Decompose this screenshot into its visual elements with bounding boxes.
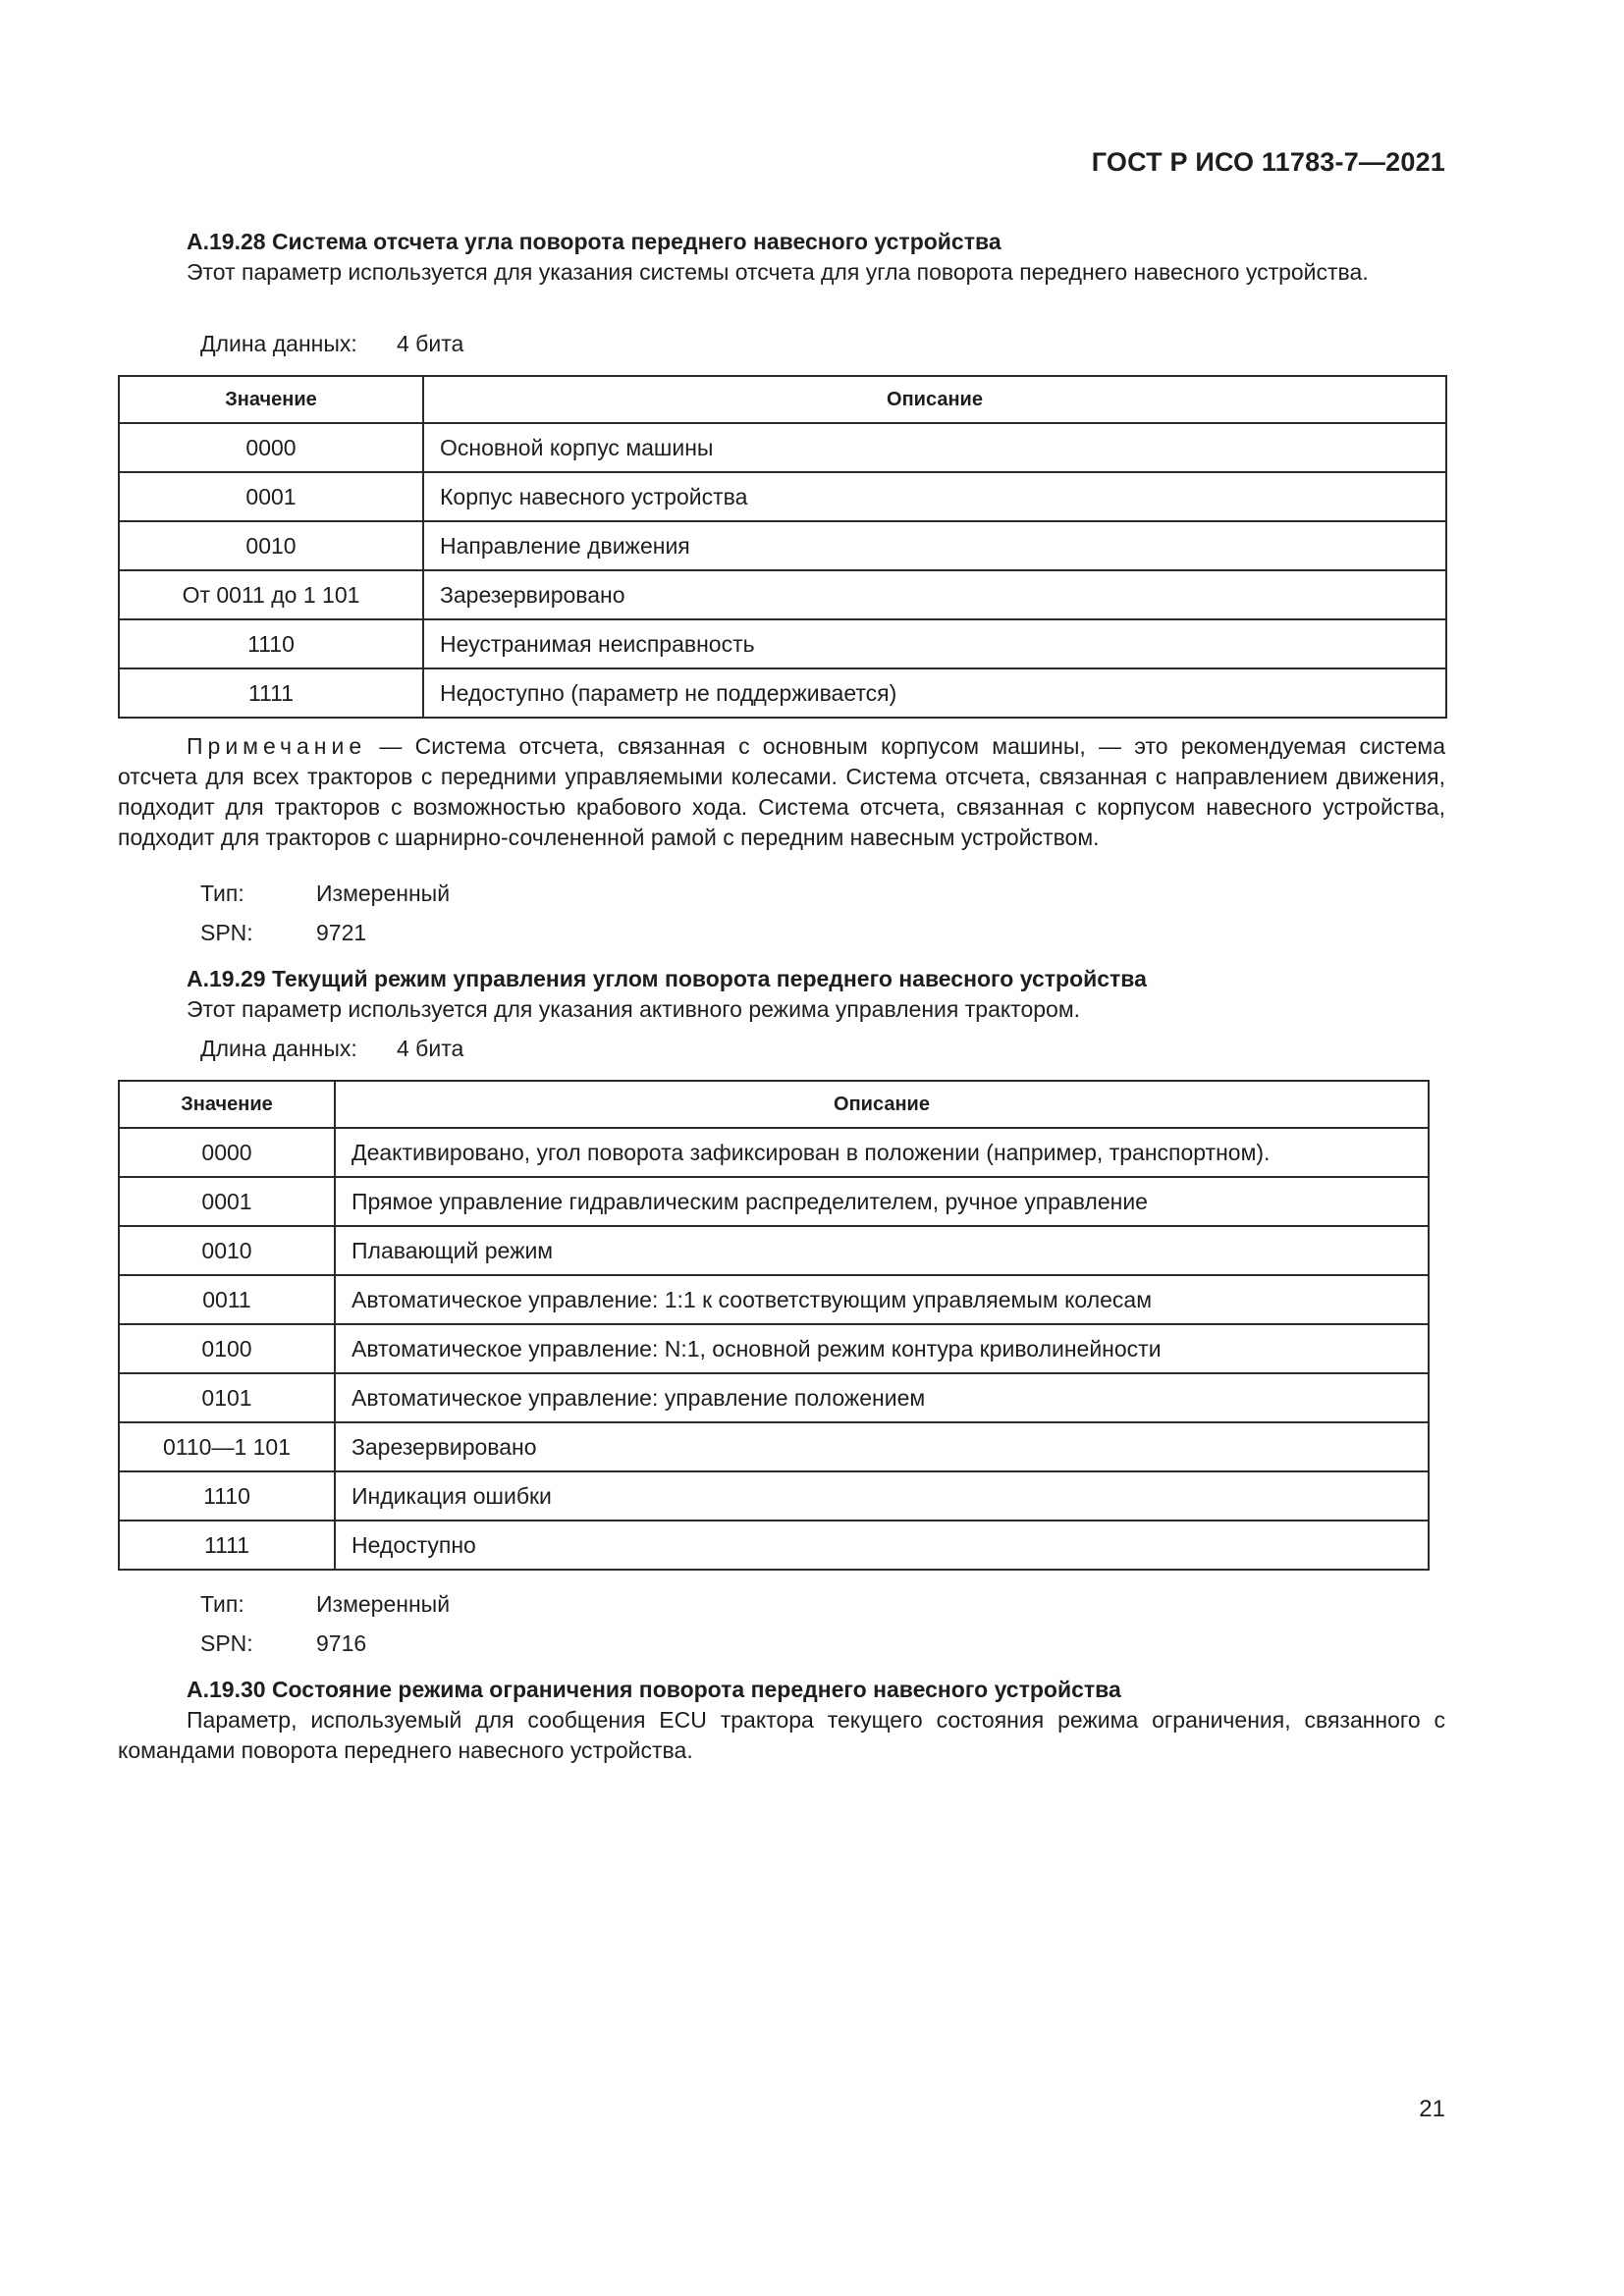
cell-description: Недоступно (параметр не поддерживается) <box>423 668 1446 718</box>
cell-value: 0010 <box>119 521 423 570</box>
table-row <box>119 1177 1429 1226</box>
table-row <box>119 1521 1429 1570</box>
cell-description: Неустранимая неисправность <box>423 619 1446 668</box>
type-value: Измеренный <box>316 881 451 906</box>
type-label: Тип: <box>200 1591 244 1617</box>
note-label: Примечание <box>187 733 367 759</box>
spn-label: SPN: <box>200 1630 253 1656</box>
section-description-a19-28 <box>118 257 1445 288</box>
section-title-a19-30: А.19.30 Состояние режима ограничения поворота переднего навесного устройства <box>187 1677 1121 1702</box>
column-header-value: Значение <box>119 1081 335 1128</box>
cell-description: Прямое управление гидравлическим распределителем, ручное управление <box>335 1177 1429 1226</box>
cell-description: Зарезервировано <box>423 570 1446 619</box>
table-row <box>119 1471 1429 1521</box>
values-table-a19-28 <box>118 375 1447 719</box>
column-header-description: Описание <box>335 1081 1429 1128</box>
section-description-a19-29 <box>118 994 1445 1025</box>
cell-value: 0101 <box>119 1373 335 1422</box>
table-row <box>119 472 1446 521</box>
document-id: ГОСТ Р ИСО 11783-7—2021 <box>1091 147 1445 177</box>
table-row <box>119 423 1446 472</box>
table-header-row <box>119 1081 1429 1128</box>
cell-value: 0000 <box>119 423 423 472</box>
page-number: 21 <box>1419 2096 1445 2122</box>
cell-description: Индикация ошибки <box>335 1471 1429 1521</box>
spn-label: SPN: <box>200 920 253 945</box>
cell-value: 1111 <box>119 668 423 718</box>
table-row <box>119 668 1446 718</box>
table-row <box>119 570 1446 619</box>
cell-value: 1111 <box>119 1521 335 1570</box>
section-description-text: Этот параметр используется для указания системы отсчета для угла поворота переднего навесного устройства. <box>187 259 1369 285</box>
note-a19-28 <box>118 731 1445 853</box>
data-length-label: Длина данных: <box>200 1036 357 1061</box>
type-label: Тип: <box>200 881 244 906</box>
cell-value: 0001 <box>119 472 423 521</box>
cell-value: 0001 <box>119 1177 335 1226</box>
column-header-description: Описание <box>423 376 1446 423</box>
cell-description: Деактивировано, угол поворота зафиксирован в положении (например, транспортном). <box>335 1128 1429 1177</box>
column-header-value: Значение <box>119 376 423 423</box>
data-length-value: 4 бита <box>397 331 464 356</box>
table-row <box>119 1373 1429 1422</box>
cell-description: Плавающий режим <box>335 1226 1429 1275</box>
spn-value: 9716 <box>316 1630 367 1656</box>
section-description-text: Этот параметр используется для указания активного режима управления трактором. <box>187 996 1081 1022</box>
type-value: Измеренный <box>316 1591 451 1617</box>
cell-value: 0010 <box>119 1226 335 1275</box>
spn-value: 9721 <box>316 920 367 945</box>
cell-description: Автоматическое управление: управление положением <box>335 1373 1429 1422</box>
table-row <box>119 1324 1429 1373</box>
cell-description: Корпус навесного устройства <box>423 472 1446 521</box>
table-row <box>119 1422 1429 1471</box>
values-table-a19-29 <box>118 1080 1430 1571</box>
cell-value: 1110 <box>119 619 423 668</box>
table-row <box>119 521 1446 570</box>
section-title-a19-28: А.19.28 Система отсчета угла поворота переднего навесного устройства <box>187 229 1001 254</box>
cell-description: Направление движения <box>423 521 1446 570</box>
cell-description: Зарезервировано <box>335 1422 1429 1471</box>
cell-value: 0110—1 101 <box>119 1422 335 1471</box>
table-row <box>119 1226 1429 1275</box>
cell-description: Автоматическое управление: 1:1 к соответствующим управляемым колесам <box>335 1275 1429 1324</box>
cell-value: От 0011 до 1 101 <box>119 570 423 619</box>
table-header-row <box>119 376 1446 423</box>
section-description-a19-30 <box>118 1705 1445 1766</box>
table-row <box>119 619 1446 668</box>
cell-value: 0000 <box>119 1128 335 1177</box>
cell-description: Основной корпус машины <box>423 423 1446 472</box>
cell-description: Недоступно <box>335 1521 1429 1570</box>
cell-value: 0011 <box>119 1275 335 1324</box>
table-row <box>119 1275 1429 1324</box>
data-length-value: 4 бита <box>397 1036 464 1061</box>
cell-value: 1110 <box>119 1471 335 1521</box>
section-description-text: Параметр, используемый для сообщения ECU трактора текущего состояния режима ограничения, связанного с командами поворота переднего навесного устройства. <box>118 1707 1445 1763</box>
data-length-label: Длина данных: <box>200 331 357 356</box>
note-text: — Система отсчета, связанная с основным корпусом машины, — это рекомендуемая система отсчета для всех тракторов с передними управляемыми колесами. Система отсчета, связанная с направлением движения, подходит для тракторов с возможностью крабового хода. Система отсчета, связанная с корпусом навесного устройства, подходит для тракторов с шарнирно-сочлененной рамой с передним навесным устройством. <box>118 733 1446 850</box>
section-title-a19-29: А.19.29 Текущий режим управления углом поворота переднего навесного устройства <box>187 966 1147 991</box>
table-row <box>119 1128 1429 1177</box>
cell-value: 0100 <box>119 1324 335 1373</box>
cell-description: Автоматическое управление: N:1, основной режим контура криволинейности <box>335 1324 1429 1373</box>
